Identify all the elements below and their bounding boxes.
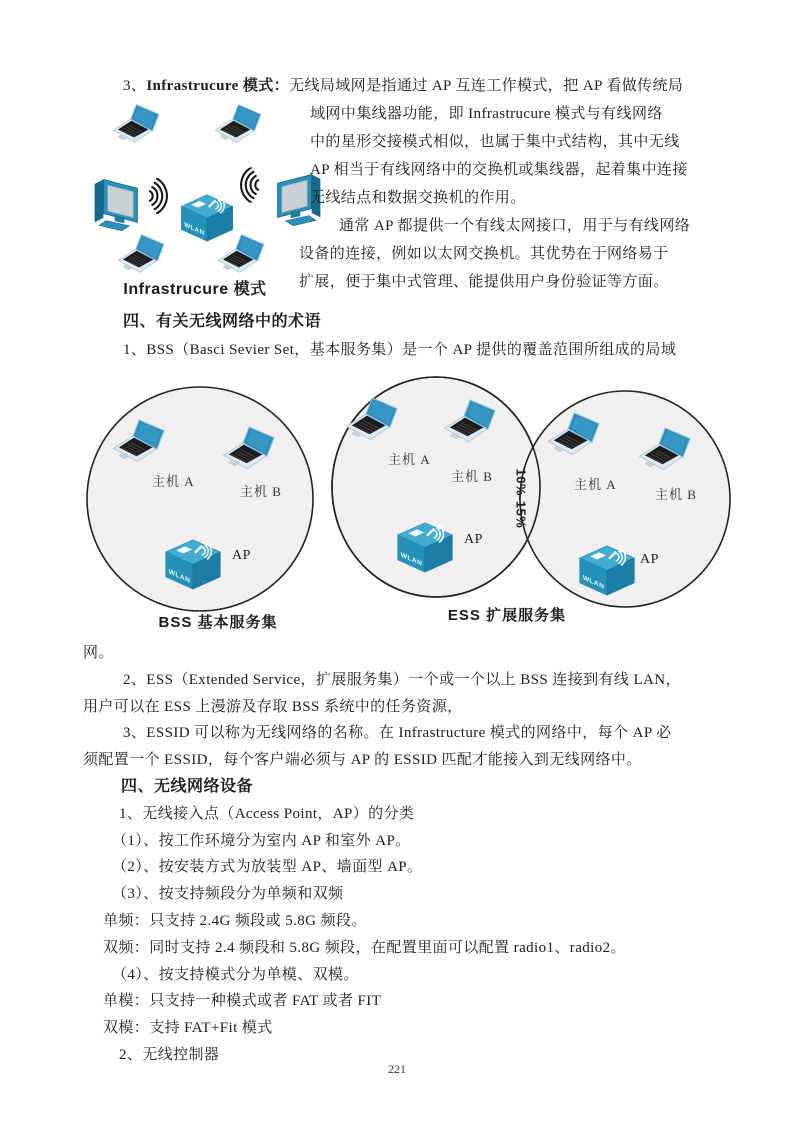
body-text-line: 通常 AP 都提供一个有线太网接口，用于与有线网络 [339, 218, 691, 234]
wlan-ap-box-icon [394, 521, 456, 574]
bss-definition-line: 1、BSS（Basci Sevier Set，基本服务集）是一个 AP 提供的覆盖范围所组成的局域 [123, 342, 677, 358]
figure-caption: Infrastrucure 模式 [123, 281, 267, 298]
laptop-icon [545, 411, 607, 461]
ap-label: AP [232, 548, 251, 563]
laptop-icon [343, 396, 405, 446]
bss-ess-diagram [60, 368, 752, 638]
intro-paragraphs [299, 100, 729, 296]
wlan-ap-box-icon [162, 538, 224, 591]
ap-label: AP [464, 532, 483, 547]
host-a-label: 主机 A [574, 477, 617, 492]
body-text-line: 须配置一个 ESSID，每个客户端必须与 AP 的 ESSID 匹配才能接入到无线网络中。 [83, 752, 642, 769]
body-text-line: 2、无线控制器 [119, 1046, 220, 1063]
body-text-line: 3、ESSID 可以称为无线网络的名称。在 Infrastructure 模式的网络中，每个 AP 必 [123, 725, 672, 742]
laptop-icon [212, 103, 268, 148]
section-heading-devices: 四、无线网络设备 [121, 777, 254, 795]
body-text-line: 无线结点和数据交换机的作用。 [310, 190, 526, 206]
body-text-line: 1、无线接入点（Access Point，AP）的分类 [119, 805, 415, 822]
body-text-line: 中的星形交接模式相似，也属于集中式结构，其中无线 [310, 134, 680, 150]
intro-line-1-text: 无线局域网是指通过 AP 互连工作模式，把 AP 看做传统局 [289, 78, 684, 94]
laptop-icon [220, 425, 282, 475]
section-heading-terms: 四、有关无线网络中的术语 [123, 313, 322, 330]
host-a-label: 主机 A [388, 452, 431, 467]
laptop-icon [110, 418, 172, 468]
host-b-label: 主机 B [240, 484, 282, 499]
body-text-line: 设备的连接，例如以太网交换机。其优势在于网络易于 [299, 246, 669, 262]
diagram-canvas [60, 368, 752, 638]
laptop-icon [215, 233, 271, 278]
laptop-icon [636, 426, 698, 476]
figure-infrastructure-mode [85, 96, 325, 296]
body-text-line: （3）、按支持频段分为单频和双频 [112, 886, 344, 903]
body-text-line: （2）、按安装方式为放装型 AP、墙面型 AP。 [112, 859, 423, 876]
body-text-line: 单模：只支持一种模式或者 FAT 或者 FIT [103, 993, 382, 1010]
body-text-line: 扩展，便于集中式管理、能提供用户身份验证等方面。 [299, 274, 669, 290]
page-number: 221 [388, 1062, 406, 1076]
intro-number: 3、 [123, 78, 147, 94]
intro-title: Infrastrucure 模式： [146, 78, 290, 94]
host-b-label: 主机 B [655, 487, 697, 502]
lower-text-block [83, 640, 743, 1069]
laptop-icon [110, 103, 166, 148]
body-text-line: （1）、按工作环境分为室内 AP 和室外 AP。 [112, 832, 411, 849]
host-b-label: 主机 B [451, 469, 493, 484]
wlan-ap-box-icon [576, 544, 638, 597]
ess-caption: ESS 扩展服务集 [447, 607, 567, 624]
ap-label: AP [640, 552, 659, 567]
body-text-line: 双频：同时支持 2.4 频段和 5.8G 频段，在配置里面可以配置 radio1、radio2。 [103, 939, 626, 956]
desktop-monitor-icon [92, 175, 148, 233]
body-text-line: 用户可以在 ESS 上漫游及存取 BSS 系统中的任务资源， [83, 698, 463, 715]
wifi-signal-icon [237, 167, 261, 203]
overlap-percentage-label: 10%-15% [513, 468, 529, 529]
body-text-line: AP 相当于有线网络中的交换机或集线器，起着集中连接 [310, 162, 688, 178]
body-text-line: 域网中集线器功能，即 Infrastrucure 模式与有线网络 [310, 106, 663, 122]
body-text-line: 2、ESS（Extended Service，扩展服务集）一个或一个以上 BSS 连接到有线 LAN， [123, 671, 681, 688]
body-text-line: 单频：只支持 2.4G 频段或 5.8G 频段。 [103, 912, 367, 929]
body-text-line: 双模：支持 FAT+Fit 模式 [103, 1020, 273, 1037]
body-text-line: （4）、按支持模式分为单模、双模。 [112, 966, 359, 983]
body-text-line: 网。 [83, 645, 114, 661]
host-a-label: 主机 A [152, 474, 195, 489]
bss-caption: BSS 基本服务集 [158, 614, 278, 631]
laptop-icon [115, 233, 171, 278]
wifi-signal-icon [147, 178, 171, 214]
laptop-icon [441, 398, 503, 448]
